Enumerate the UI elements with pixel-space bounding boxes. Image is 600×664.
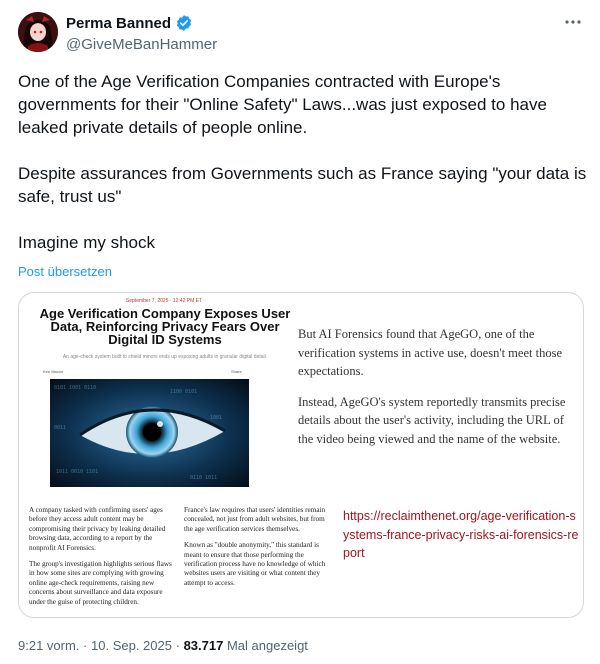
svg-text:0011: 0011 — [54, 425, 67, 431]
svg-text:1011 0010 1101: 1011 0010 1101 — [56, 469, 99, 475]
author-handle[interactable]: @GiveMeBanHammer — [66, 36, 218, 53]
footer-separator: · — [175, 638, 180, 653]
more-options-button[interactable] — [560, 12, 586, 32]
article-col2-paragraph: Known as "double anonymity," this standard is meant to ensure that those performing the verification process have no knowledge of which websites users are visiting or what content they attempt to access. — [184, 541, 326, 587]
article-column-2 — [184, 506, 332, 588]
article-col1-paragraph: A company tasked with confirming users' ages before they access adult content may be compromising their privacy by leaking detailed browsing data, according to a report by the nonprofit AI Forensics. — [29, 506, 166, 552]
author-name-row — [66, 14, 193, 32]
quote-paragraph: Instead, AgeGO's system reportedly transmits precise details about the user's activity, including the URL of the video being viewed and the name of the website. — [298, 394, 566, 446]
tweet-footer — [18, 638, 308, 653]
media-card[interactable] — [18, 292, 584, 618]
source-link[interactable]: https://reclaimthenet.org/age-verification-systems-france-privacy-risks-ai-forensics-report — [343, 509, 579, 560]
post-time[interactable]: 9:21 vorm. — [18, 638, 80, 653]
article-headline: Age Verification Company Exposes User Data, Reinforcing Privacy Fears Over Digital ID Systems — [39, 306, 291, 347]
verified-badge-icon — [175, 14, 193, 32]
article-eye-image — [50, 379, 249, 487]
view-count: 83.717 — [183, 638, 224, 653]
svg-text:0110 1011: 0110 1011 — [190, 475, 218, 481]
article-column-1 — [29, 506, 175, 607]
post-date[interactable]: 10. Sep. 2025 — [91, 638, 172, 653]
svg-text:0101 1001 0110: 0101 1001 0110 — [54, 385, 97, 391]
eye-image-graphic — [50, 379, 249, 487]
tweet-text — [18, 70, 588, 254]
svg-text:1100 0101: 1100 0101 — [170, 389, 198, 395]
article-date: September 7, 2025 · 12:42 PM ET — [125, 298, 203, 304]
quote-paragraph: But AI Forensics found that AgeGO, one of the verification systems in active use, doesn't meet those expectations. — [298, 327, 562, 378]
author-display-name[interactable]: Perma Banned — [66, 14, 172, 32]
article-author: Ken Macon — [43, 369, 64, 374]
avatar-image — [18, 12, 58, 52]
article-col2-paragraph: France's law requires that users' identities remain concealed, not just from adult websites, but from the age verification services themselves. — [184, 506, 326, 533]
tweet-paragraph: Imagine my shock — [18, 233, 155, 252]
translate-post-link[interactable]: Post übersetzen — [18, 264, 112, 279]
article-col1-paragraph: The group's investigation highlights serious flaws in how some sites are complying with growing online age-check requirements, raising new concerns about surveillance and data exposure under the guise of protecting children. — [29, 560, 172, 606]
svg-text:1001: 1001 — [210, 415, 223, 421]
article-subhead: An age-check system built to shield minors ends up exposing adults in granular digital detail. — [62, 354, 268, 360]
more-dots-icon — [564, 19, 582, 25]
avatar[interactable] — [18, 12, 58, 52]
tweet-paragraph: One of the Age Verification Companies contracted with Europe's governments for their "Online Safety" Laws...was just exposed to have leaked private details of people online. — [18, 72, 547, 137]
tweet-paragraph: Despite assurances from Governments such as France saying "your data is safe, trust us" — [18, 164, 587, 206]
article-quote — [298, 325, 573, 460]
article-share: Share — [231, 369, 242, 374]
views-label: Mal angezeigt — [226, 638, 308, 653]
footer-separator: · — [83, 638, 88, 653]
